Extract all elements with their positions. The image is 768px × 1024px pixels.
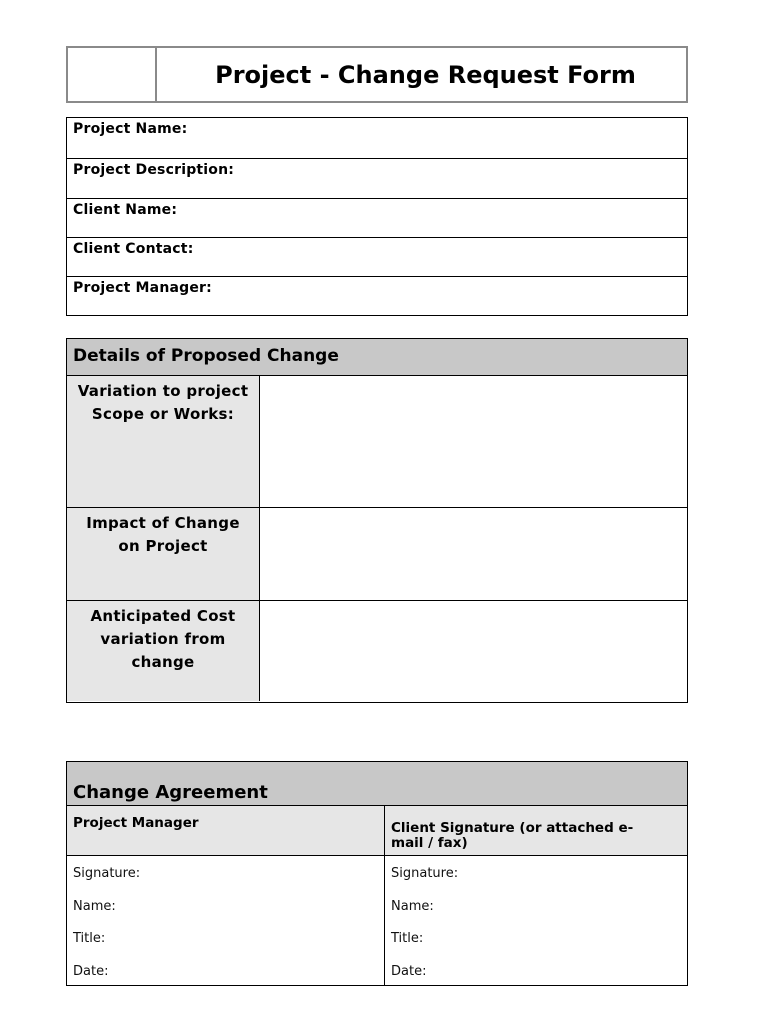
variation-row	[67, 376, 687, 508]
client-title-field[interactable]: Title:	[391, 931, 424, 946]
pm-signature-field[interactable]: Signature:	[73, 866, 141, 881]
details-table	[66, 338, 688, 703]
project-description-field[interactable]	[67, 159, 687, 199]
client-name-field[interactable]: Name:	[391, 898, 434, 914]
client-header-line: mail / fax)	[391, 835, 468, 851]
impact-input[interactable]	[260, 508, 687, 600]
client-name-field[interactable]	[67, 199, 687, 238]
cost-label	[67, 601, 260, 701]
cost-row	[67, 601, 687, 701]
client-column	[385, 806, 687, 986]
change-agreement-table	[66, 761, 688, 986]
agreement-heading: Change Agreement	[67, 762, 687, 806]
project-manager-label: Project Manager:	[73, 280, 212, 296]
project-name-label: Project Name:	[73, 121, 188, 137]
cost-input[interactable]	[260, 601, 687, 701]
cost-label-line: change	[131, 653, 195, 671]
impact-label-line: on Project	[118, 537, 208, 555]
client-name-label: Client Name:	[73, 202, 178, 218]
client-header-line: Client Signature (or attached e-	[391, 820, 634, 836]
cost-label-line: variation from	[100, 630, 226, 648]
form-title: Project - Change Request Form	[215, 60, 636, 89]
client-contact-label: Client Contact:	[73, 241, 194, 257]
project-info-table	[66, 117, 688, 316]
title-box	[66, 46, 688, 103]
client-contact-field[interactable]	[67, 238, 687, 277]
client-signature-field[interactable]: Signature:	[391, 866, 459, 881]
variation-label-line: Variation to project	[77, 382, 249, 400]
pm-date-field[interactable]: Date:	[73, 963, 109, 979]
client-date-field[interactable]: Date:	[391, 963, 427, 979]
cost-label-line: Anticipated Cost	[90, 607, 236, 625]
variation-input[interactable]	[260, 376, 687, 507]
project-manager-field[interactable]	[67, 277, 687, 316]
agreement-columns	[67, 806, 687, 986]
client-signature-header	[385, 806, 687, 856]
impact-row	[67, 508, 687, 601]
impact-label	[67, 508, 260, 600]
impact-label-line: Impact of Change	[86, 514, 240, 532]
project-description-label: Project Description:	[73, 162, 235, 178]
project-manager-header: Project Manager	[67, 806, 384, 856]
logo-placeholder	[68, 48, 157, 101]
variation-label	[67, 376, 260, 507]
project-manager-column	[67, 806, 385, 986]
details-heading: Details of Proposed Change	[67, 339, 687, 376]
pm-name-field[interactable]: Name:	[73, 898, 116, 914]
variation-label-line: Scope or Works:	[91, 405, 235, 423]
pm-title-field[interactable]: Title:	[73, 931, 106, 946]
project-name-field[interactable]	[67, 118, 687, 159]
